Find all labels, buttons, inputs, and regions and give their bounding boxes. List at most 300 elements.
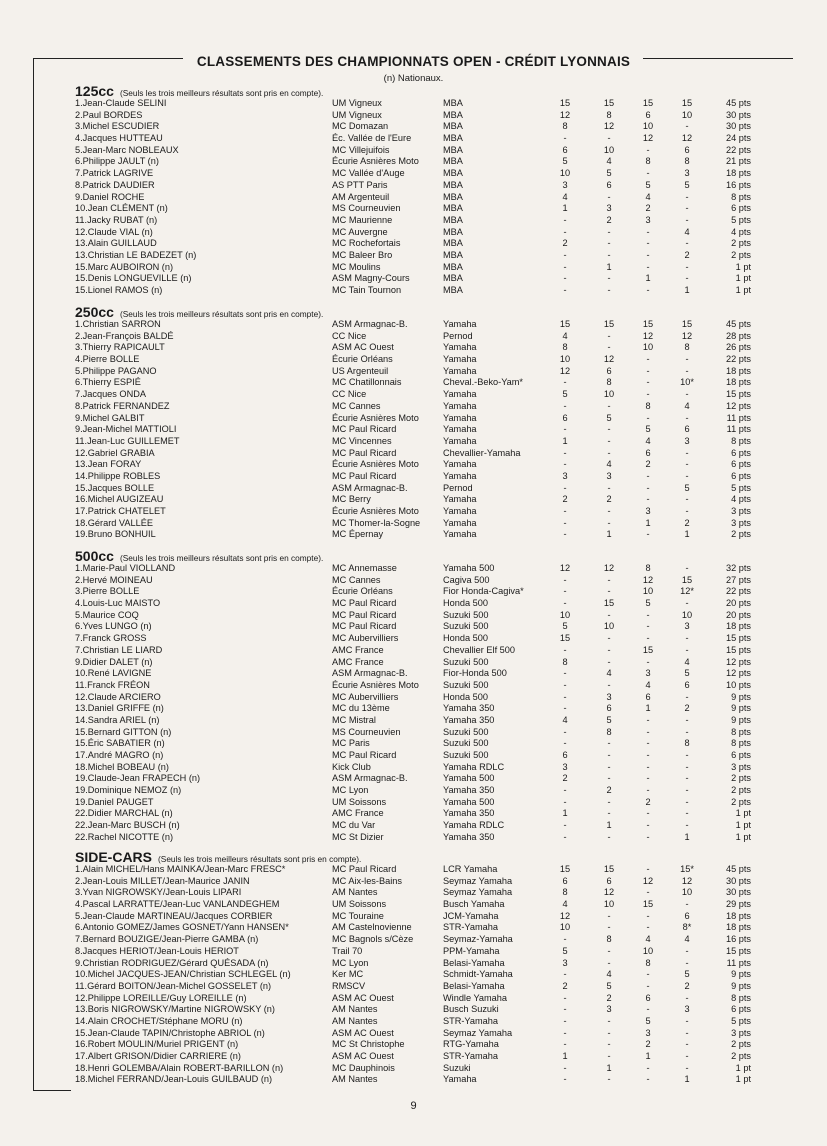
round-result: - [685, 494, 689, 505]
round-result: 2 [606, 214, 612, 225]
club-name: MC Cannes [332, 574, 381, 585]
points-total: 6 pts [731, 447, 751, 458]
round-result: - [685, 945, 689, 956]
round-result: - [646, 738, 650, 749]
standing-row [75, 910, 751, 923]
rider-name: 18.Michel BOBEAU (n) [75, 761, 169, 772]
points-total: 9 pts [731, 980, 751, 991]
round-result: - [646, 785, 650, 796]
round-result: - [607, 249, 611, 260]
round-result: - [607, 424, 611, 435]
round-result: 1 [606, 820, 612, 831]
round-result: 4 [606, 668, 612, 679]
frame-line-bottom [33, 1090, 71, 1091]
points-total: 9 pts [731, 703, 751, 714]
round-result: - [563, 214, 567, 225]
category-name: 500cc [75, 548, 114, 564]
frame-line-left [33, 58, 34, 1090]
club-name: MC du 13ème [332, 703, 390, 714]
points-total: 6 pts [731, 750, 751, 760]
machine-name: Yamaha [443, 529, 477, 540]
points-total: 16 pts [725, 934, 751, 945]
round-result: - [685, 598, 689, 609]
machine-name: Cagiva 500 [443, 574, 490, 585]
round-result: - [646, 808, 650, 819]
points-total: 4 pts [731, 494, 751, 505]
round-result: - [607, 285, 611, 295]
points-total: 8 pts [731, 726, 751, 737]
round-result: - [563, 133, 567, 144]
club-name: ASM AC Ouest [332, 1027, 394, 1038]
standing-row [75, 470, 751, 483]
club-name: MC Lyon [332, 785, 369, 796]
rider-name: 13.Christian LE BADEZET (n) [75, 249, 197, 260]
standing-row [75, 365, 751, 378]
rider-name: 12.Claude ARCIERO [75, 691, 161, 702]
round-result: - [646, 1062, 650, 1073]
round-result: 1 [684, 831, 690, 842]
rider-name: 15.Jacques BOLLE [75, 482, 155, 493]
round-result: 15 [642, 98, 654, 108]
club-name: CC Nice [332, 330, 367, 341]
round-result: 1 [562, 1051, 568, 1061]
rider-name: 11.Jean-Luc GUILLEMET [75, 435, 180, 446]
round-result: 1 [645, 273, 651, 284]
round-result: - [646, 980, 650, 991]
round-result: 10 [603, 899, 615, 910]
round-result: 3 [684, 435, 690, 446]
rider-name: 9.Didier DALET (n) [75, 656, 153, 667]
machine-name: Yamaha 350 [443, 785, 495, 796]
round-result: 12 [642, 574, 654, 585]
round-result: 8 [606, 726, 612, 737]
club-name: MC Paul Ricard [332, 424, 397, 435]
points-total: 22 pts [725, 144, 751, 155]
machine-name: Yamaha [443, 1074, 477, 1085]
round-result: 8 [645, 563, 651, 573]
club-name: AMC France [332, 656, 384, 667]
round-result: - [646, 529, 650, 540]
round-result: 1 [684, 1074, 690, 1085]
round-result: 15 [603, 98, 615, 108]
rider-name: 1.Marie-Paul VIOLLAND [75, 563, 176, 573]
round-result: - [646, 354, 650, 365]
round-result: - [607, 910, 611, 921]
page-title: CLASSEMENTS DES CHAMPIONNATS OPEN - CRÉDIT LYONNAIS [196, 54, 631, 69]
round-result: - [685, 273, 689, 284]
club-name: MC Cannes [332, 400, 381, 411]
round-result: - [563, 506, 567, 516]
club-name: MC Annemasse [332, 563, 397, 573]
round-result: - [646, 261, 650, 272]
rider-name: 14.Sandra ARIEL (n) [75, 714, 160, 725]
rider-name: 15.Jean-Claude TAPIN/Christophe ABRIOL (n) [75, 1027, 265, 1038]
club-name: ASM AC Ouest [332, 992, 394, 1003]
round-result: - [563, 226, 567, 237]
standing-row [75, 1004, 751, 1016]
points-total: 30 pts [725, 887, 751, 898]
standing-row [75, 899, 751, 911]
standing-row [75, 249, 751, 262]
round-result: - [646, 1074, 650, 1085]
round-result: 4 [645, 435, 651, 446]
round-result: - [607, 482, 611, 493]
standing-row [75, 424, 751, 436]
points-total: 1 pt [735, 808, 751, 819]
round-result: - [646, 621, 650, 632]
category-note: (Seuls les trois meilleurs résultats sont pris en compte). [119, 553, 324, 563]
standing-row [75, 377, 751, 389]
category-500cc [75, 548, 751, 844]
machine-name: MBA [443, 261, 463, 272]
round-result: 6 [645, 992, 651, 1003]
standing-row [75, 945, 751, 958]
round-result: 2 [645, 203, 651, 214]
round-result: 4 [562, 714, 568, 725]
standing-row [75, 656, 751, 669]
club-name: MC Épernay [332, 529, 384, 540]
round-result: - [563, 1039, 567, 1050]
round-result: 2 [684, 517, 690, 528]
club-name: MC Paul Ricard [332, 864, 397, 874]
category-name: 250cc [75, 304, 114, 320]
club-name: Écurie Orléans [332, 586, 393, 597]
standing-row [75, 459, 751, 471]
club-name: ASM Armagnac-B. [332, 773, 408, 784]
standing-row [75, 109, 751, 122]
round-result: - [607, 656, 611, 667]
machine-name: Yamaha [443, 365, 477, 376]
points-total: 28 pts [725, 330, 751, 341]
round-result: - [563, 261, 567, 272]
standing-row [75, 820, 751, 832]
round-result: - [563, 1074, 567, 1085]
club-name: MC Dauphinois [332, 1062, 395, 1073]
round-result: 2 [606, 494, 612, 505]
round-result: 15 [559, 319, 571, 329]
rider-name: 18.Michel FERRAND/Jean-Louis GUILBAUD (n) [75, 1074, 273, 1085]
round-result: 8 [606, 377, 612, 388]
round-result: - [607, 945, 611, 956]
round-result: 3 [684, 1004, 690, 1015]
club-name: ASM AC Ouest [332, 342, 394, 353]
round-result: - [563, 644, 567, 655]
round-result: - [646, 714, 650, 725]
machine-name: Suzuki 500 [443, 656, 489, 667]
round-result: 1 [562, 435, 568, 446]
standing-row [75, 633, 751, 645]
standing-row [75, 342, 751, 354]
round-result: - [607, 796, 611, 807]
round-result: - [563, 529, 567, 540]
standing-row [75, 586, 751, 598]
rider-name: 12.Claude VIAL (n) [75, 226, 153, 237]
machine-name: Belasi-Yamaha [443, 980, 505, 991]
club-name: Éc. Vallée de l'Eure [332, 133, 412, 144]
round-result: - [685, 191, 689, 202]
points-total: 15 pts [725, 945, 751, 956]
club-name: MC Aubervilliers [332, 691, 399, 702]
standing-row [75, 761, 751, 774]
standing-row [75, 668, 751, 680]
round-result: - [646, 969, 650, 980]
round-result: - [563, 934, 567, 945]
round-result: 2 [645, 1039, 651, 1050]
round-result: - [646, 910, 650, 921]
machine-name: MBA [443, 238, 463, 249]
round-result: - [607, 342, 611, 353]
rider-name: 19.Daniel PAUGET [75, 796, 154, 807]
round-result: - [563, 1062, 567, 1073]
machine-name: Seymaz Yamaha [443, 875, 513, 886]
rider-name: 1.Christian SARRON [75, 319, 161, 329]
standing-row [75, 1062, 751, 1075]
round-result: - [607, 609, 611, 620]
round-result: - [563, 831, 567, 842]
points-total: 1 pt [735, 285, 751, 295]
machine-name: Honda 500 [443, 633, 488, 644]
rider-name: 13.Jean FORAY [75, 459, 142, 470]
round-result: 12 [559, 910, 571, 921]
standing-row [75, 875, 751, 888]
rider-name: 13.Alain GUILLAUD [75, 238, 157, 249]
round-result: - [607, 226, 611, 237]
round-result: 10 [642, 342, 654, 353]
points-total: 2 pts [731, 1039, 751, 1050]
club-name: AM Nantes [332, 1004, 378, 1015]
rider-name: 3.Yvan NIGROWSKY/Jean-Louis LIPARI [75, 887, 242, 898]
standing-row [75, 1027, 751, 1040]
points-total: 3 pts [731, 517, 751, 528]
rider-name: 14.Alain CROCHET/Stéphane MORU (n) [75, 1015, 243, 1026]
machine-name: Busch Suzuki [443, 1004, 499, 1015]
points-total: 2 pts [731, 1051, 751, 1061]
round-result: 4 [645, 191, 651, 202]
standing-row [75, 679, 751, 692]
round-result: 6 [684, 424, 690, 435]
round-result: 1 [684, 529, 690, 540]
machine-name: MBA [443, 168, 463, 179]
round-result: - [685, 1027, 689, 1038]
round-result: - [563, 285, 567, 295]
club-name: CC Nice [332, 389, 367, 400]
round-result: 12 [603, 563, 615, 573]
points-total: 1 pt [735, 261, 751, 272]
points-total: 1 pt [735, 820, 751, 831]
points-total: 32 pts [725, 563, 751, 573]
round-result: - [685, 203, 689, 214]
round-result: 6 [645, 447, 651, 458]
machine-name: Windle Yamaha [443, 992, 508, 1003]
round-result: 2 [684, 249, 690, 260]
club-name: Trail 70 [332, 945, 363, 956]
machine-name: MBA [443, 214, 463, 225]
club-name: MC St Dizier [332, 831, 384, 842]
club-name: Écurie Asnières Moto [332, 679, 419, 690]
club-name: MC Thomer-la-Sogne [332, 517, 421, 528]
round-result: - [563, 377, 567, 388]
club-name: MC Maurienne [332, 214, 393, 225]
round-result: - [646, 820, 650, 831]
round-result: 1 [606, 261, 612, 272]
round-result: - [563, 447, 567, 458]
round-result: 2 [645, 459, 651, 470]
round-result: - [607, 679, 611, 690]
machine-name: MBA [443, 249, 463, 260]
round-result: 5 [562, 156, 568, 167]
club-name: MS Courneuvien [332, 203, 401, 214]
round-result: - [646, 389, 650, 400]
category-note: (Seuls les trois meilleurs résultats sont pris en compte). [119, 309, 324, 319]
round-result: 6 [562, 750, 568, 760]
club-name: ASM Armagnac-B. [332, 482, 408, 493]
standing-row [75, 261, 751, 274]
standing-row [75, 831, 751, 844]
rider-name: 8.Patrick FERNANDEZ [75, 400, 170, 411]
points-total: 9 pts [731, 969, 751, 980]
points-total: 2 pts [731, 773, 751, 784]
rider-name: 7.Bernard BOUZIGE/Jean-Pierre GAMBA (n) [75, 934, 259, 945]
category-name: 125cc [75, 83, 114, 99]
standing-row [75, 644, 751, 657]
club-name: UM Soissons [332, 899, 387, 910]
round-result: - [685, 785, 689, 796]
round-result: 1 [684, 285, 690, 295]
round-result: - [685, 1015, 689, 1026]
rider-name: 6.Antonio GOMEZ/James GOSNET/Yann HANSEN* [75, 922, 289, 933]
points-total: 6 pts [731, 203, 751, 214]
round-result: 5 [645, 424, 651, 435]
round-result: - [685, 261, 689, 272]
machine-name: Suzuki 500 [443, 726, 489, 737]
round-result: 10 [559, 354, 571, 365]
round-result: - [563, 482, 567, 493]
rider-name: 15.Éric SABATIER (n) [75, 738, 165, 749]
points-total: 10 pts [725, 679, 751, 690]
round-result: 5 [562, 389, 568, 400]
round-result: 10 [603, 389, 615, 400]
machine-name: Honda 500 [443, 691, 488, 702]
points-total: 6 pts [731, 470, 751, 481]
machine-name: Seymaz Yamaha [443, 1027, 513, 1038]
round-result: 10 [681, 109, 693, 120]
points-total: 45 pts [725, 319, 751, 329]
club-name: MC Domazan [332, 121, 389, 132]
machine-name: STR-Yamaha [443, 922, 498, 933]
points-total: 15 pts [725, 389, 751, 400]
round-result: 2 [645, 796, 651, 807]
round-result: - [646, 365, 650, 376]
standing-row [75, 400, 751, 413]
standing-row [75, 785, 751, 797]
rider-name: 13.Boris NIGROWSKY/Martine NIGROWSKY (n) [75, 1004, 275, 1015]
points-total: 2 pts [731, 238, 751, 249]
round-result: - [685, 1062, 689, 1073]
machine-name: Yamaha [443, 412, 477, 423]
machine-name: Yamaha 500 [443, 563, 495, 573]
standing-row [75, 168, 751, 180]
round-result: - [646, 470, 650, 481]
standing-row [75, 389, 751, 401]
standing-row [75, 144, 751, 157]
standing-row [75, 796, 751, 809]
round-result: 5 [645, 598, 651, 609]
category-name: SIDE-CARS [75, 849, 153, 865]
round-result: - [607, 435, 611, 446]
machine-name: Yamaha 500 [443, 773, 495, 784]
round-result: - [685, 389, 689, 400]
standing-row [75, 179, 751, 192]
club-name: UM Vigneux [332, 98, 382, 108]
points-total: 12 pts [725, 656, 751, 667]
round-result: - [685, 726, 689, 737]
points-total: 30 pts [725, 875, 751, 886]
machine-name: Suzuki 500 [443, 738, 489, 749]
machine-name: MBA [443, 191, 463, 202]
points-total: 27 pts [725, 574, 751, 585]
round-result: 4 [645, 934, 651, 945]
round-result: - [563, 668, 567, 679]
round-result: 8* [682, 922, 692, 933]
machine-name: MBA [443, 98, 463, 108]
standing-row [75, 980, 751, 993]
round-result: 12 [642, 133, 654, 144]
club-name: AM Argenteuil [332, 191, 390, 202]
round-result: 3 [606, 1004, 612, 1015]
standing-row [75, 934, 751, 946]
round-result: - [607, 400, 611, 411]
round-result: - [607, 506, 611, 516]
standing-row [75, 529, 751, 541]
club-name: MC Baleer Bro [332, 249, 393, 260]
round-result: 12 [642, 875, 654, 886]
machine-name: Seymaz-Yamaha [443, 934, 513, 945]
round-result: - [607, 831, 611, 842]
round-result: - [607, 761, 611, 772]
points-total: 18 pts [725, 168, 751, 179]
round-result: - [607, 447, 611, 458]
round-result: - [563, 703, 567, 714]
standing-row [75, 726, 751, 739]
round-result: 10 [559, 922, 571, 933]
points-total: 15 pts [725, 644, 751, 655]
club-name: MC Villejuifois [332, 144, 390, 155]
round-result: 3 [562, 179, 568, 190]
club-name: MC Paul Ricard [332, 447, 397, 458]
points-total: 2 pts [731, 796, 751, 807]
standing-row [75, 330, 751, 343]
round-result: - [685, 214, 689, 225]
round-result: - [685, 808, 689, 819]
round-result: 5 [684, 482, 690, 493]
rider-name: 7.Franck GROSS [75, 633, 147, 644]
club-name: AM Nantes [332, 1074, 378, 1085]
standing-row [75, 574, 751, 587]
round-result: - [646, 864, 650, 874]
machine-name: Fior Honda-Cagiva* [443, 586, 524, 597]
round-result: - [646, 144, 650, 155]
machine-name: Suzuki 500 [443, 621, 489, 632]
machine-name: Pernod [443, 330, 473, 341]
machine-name: Schmidt-Yamaha [443, 969, 513, 980]
round-result: - [607, 517, 611, 528]
points-total: 9 pts [731, 714, 751, 725]
machine-name: Yamaha [443, 459, 477, 470]
rider-name: 4.Louis-Luc MAISTO [75, 598, 161, 609]
round-result: 6 [606, 875, 612, 886]
round-result: - [646, 238, 650, 249]
machine-name: MBA [443, 144, 463, 155]
